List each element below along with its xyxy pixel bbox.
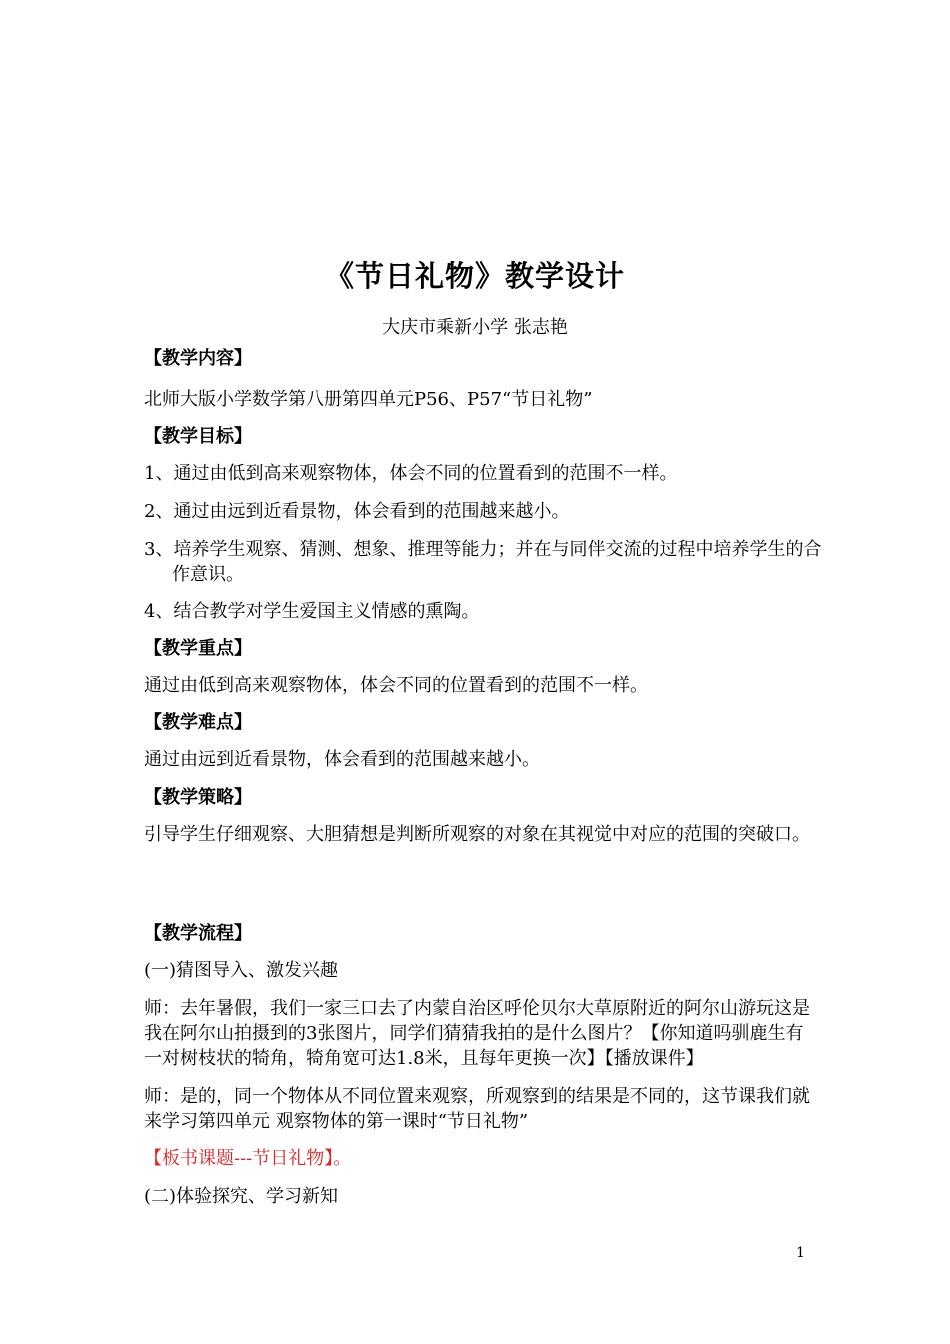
goal-item: 4、结合教学对学生爱国主义情感的熏陶。: [144, 601, 480, 622]
key-heading: 【教学重点】: [144, 638, 252, 659]
content-heading: 【教学内容】: [144, 348, 252, 369]
goal-item: 3、培养学生观察、猜测、想象、推理等能力；并在与同伴交流的过程中培养学生的合作意识。: [144, 539, 822, 585]
process-step: (一)猜图导入、激发兴趣: [144, 960, 339, 981]
difficulty-heading: 【教学难点】: [144, 712, 252, 733]
process-heading: 【教学流程】: [144, 923, 252, 944]
process-paragraph: 师：去年暑假，我们一家三口去了内蒙自治区呼伦贝尔大草原附近的阿尔山游玩这是我在阿尔山拍摄到的3张图片，同学们猜猜我拍的是什么图片？【你知道吗驯鹿生有一对树枝状的犄角，犄角宽可达1.8米，且每年更换一次】【播放课件】: [144, 998, 810, 1069]
goal-item: 2、通过由远到近看景物，体会看到的范围越来越小。: [144, 501, 570, 522]
key-text: 通过由低到高来观察物体，体会不同的位置看到的范围不一样。: [144, 675, 648, 696]
process-step: (二)体验探究、学习新知: [144, 1186, 339, 1207]
document-author: 大庆市乘新小学 张志艳: [382, 317, 568, 338]
board-note: 【板书课题---节日礼物】。: [144, 1148, 352, 1169]
page-number: 1: [796, 1245, 805, 1261]
goal-item: 1、通过由低到高来观察物体，体会不同的位置看到的范围不一样。: [144, 463, 678, 484]
strategy-heading: 【教学策略】: [144, 787, 252, 808]
goals-heading: 【教学目标】: [144, 426, 252, 447]
difficulty-text: 通过由远到近看景物，体会看到的范围越来越小。: [144, 749, 540, 770]
strategy-text: 引导学生仔细观察、大胆猜想是判断所观察的对象在其视觉中对应的范围的突破口。: [144, 824, 810, 845]
content-text: 北师大版小学数学第八册第四单元P56、P57“节日礼物”: [144, 389, 593, 410]
process-paragraph: 师：是的，同一个物体从不同位置来观察，所观察到的结果是不同的，这节课我们就来学习第四单元 观察物体的第一课时“节日礼物”: [144, 1086, 810, 1132]
document-title: 《节日礼物》教学设计: [324, 259, 625, 293]
